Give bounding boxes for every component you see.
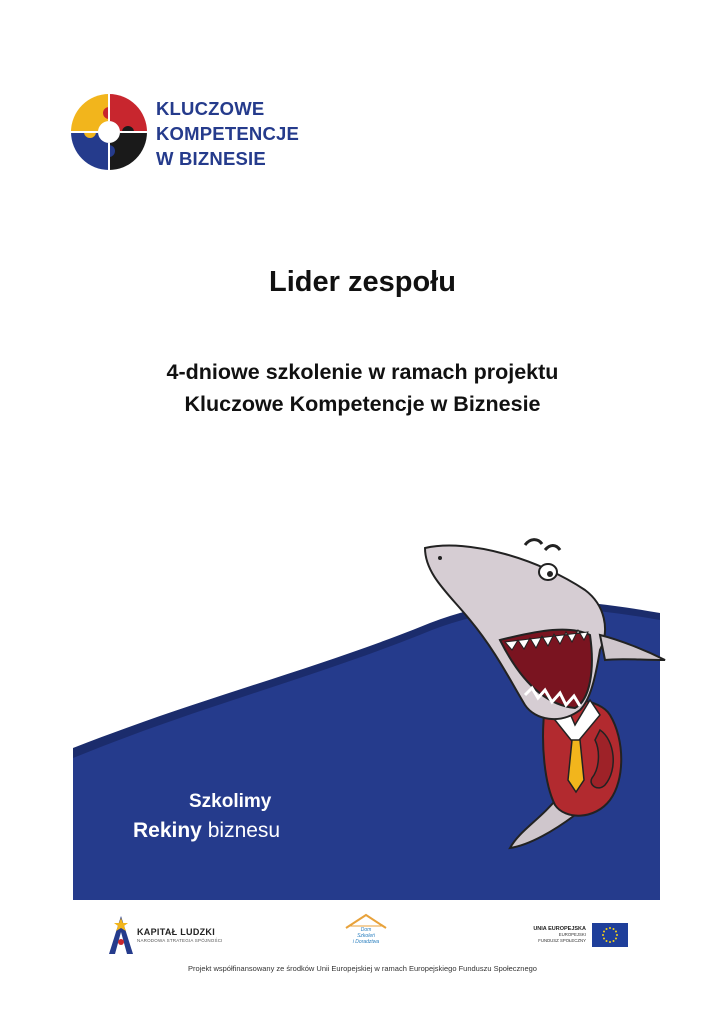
subtitle-line-1: 4-dniowe szkolenie w ramach projektu	[166, 360, 559, 384]
ue-line-2: FUNDUSZ SPOŁECZNY	[538, 937, 586, 943]
kapital-ludzki-title: KAPITAŁ LUDZKI	[137, 927, 216, 937]
puzzle-logo-icon	[70, 93, 148, 171]
project-logo	[70, 93, 310, 173]
eu-flag-icon	[592, 923, 628, 947]
document-title: Lider zespołu	[269, 266, 456, 298]
ue-text	[480, 926, 586, 943]
logo-line-3: W BIZNESIE	[156, 148, 266, 169]
logo-line-2: KOMPETENCJE	[156, 123, 300, 144]
banner	[0, 530, 725, 905]
kapital-ludzki-text	[137, 927, 223, 943]
logo-line-1: KLUCZOWE	[156, 98, 265, 119]
kapital-ludzki-subtitle: NARODOWA STRATEGIA SPÓJNOŚCI	[137, 938, 223, 943]
dom-szkolen-logo	[343, 913, 389, 955]
slogan-bold-word: Rekiny	[133, 819, 202, 842]
dom-line-1: Dom	[360, 927, 372, 933]
slogan-line-2	[133, 819, 280, 843]
dom-line-2: Szkoleń	[357, 933, 375, 939]
ue-title: UNIA EUROPEJSKA	[533, 926, 586, 932]
slogan-rest: biznesu	[207, 819, 281, 842]
logo-text	[156, 96, 299, 171]
funding-note: Projekt współfinansowany ze środków Unii Europejskiej w ramach Europejskiego Funduszu Społecznego	[188, 964, 537, 973]
ue-line-1: EUROPEJSKI	[558, 932, 586, 937]
slogan	[133, 791, 280, 843]
kapital-ludzki-icon	[107, 914, 135, 956]
dom-line-3: i Doradztwa	[352, 939, 380, 945]
slogan-line-1: Szkolimy	[189, 791, 272, 812]
document-subtitle	[0, 356, 725, 420]
subtitle-line-2: Kluczowe Kompetencje w Biznesie	[184, 392, 541, 416]
dom-szkolen-text	[343, 927, 389, 945]
